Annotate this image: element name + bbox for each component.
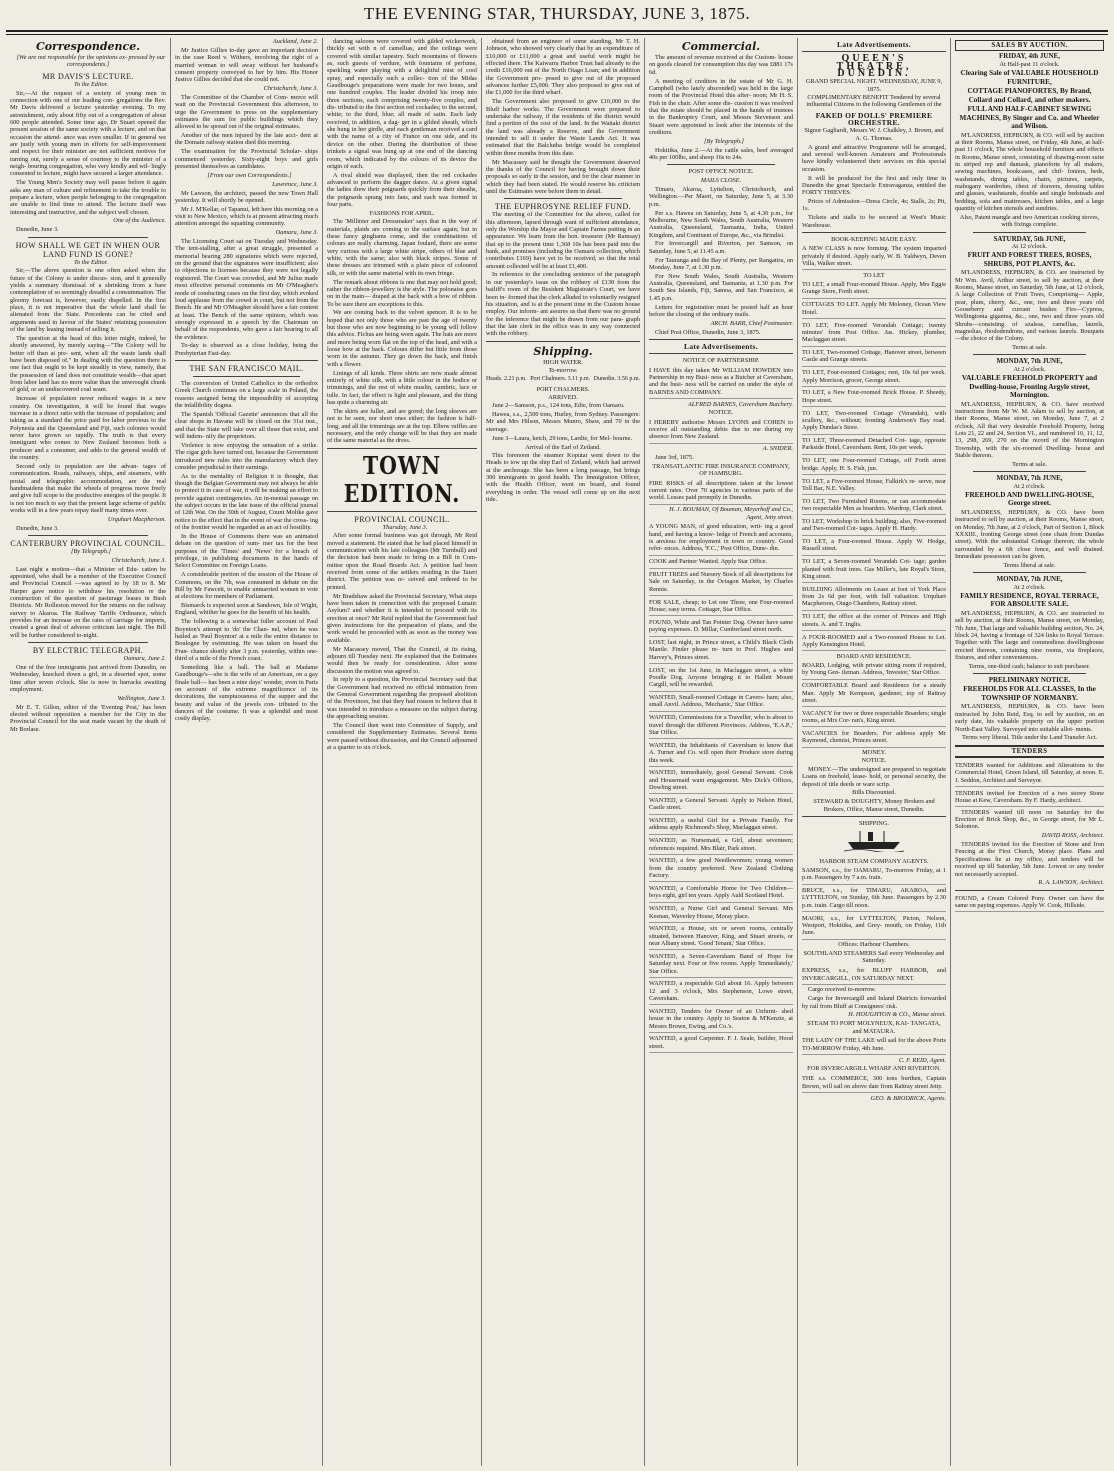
divider (802, 232, 946, 233)
auction-lot: FAMILY RESIDENCE, ROYAL TERRACE, FOR ABSOLUTE SALE. (960, 591, 1099, 609)
ad-title: STEAM TO PORT MOLYNEUX, KAI- TANGATA, and MATAURA. (807, 1020, 941, 1035)
divider (193, 376, 300, 377)
ad-title: NOTICE. (708, 409, 734, 417)
tender-ad: TENDERS invited for Erection of a two storey Stone House at Kew, Caversham. By F. Hardy, architect. (955, 789, 1104, 808)
classified-ad: COMFORTABLE Board and Residence for a steady Man. Apply Mr Kempson, gardener, top of Rattray street. (802, 681, 946, 707)
by-telegraph: [By Telegraph.] (704, 137, 744, 145)
classified-ad: I HAVE this day taken Mr WILLIAM HOWDEN into Partnership in my Busi- ness as a Butcher at Caversham, and the busi- ness will be carried on under the style of BARNES AND COMPANY. (649, 366, 793, 399)
classified-ad: FIRE RISKS of all descriptions taken at the lowest current rates. Over 70 agencies in various parts of the world. Losses paid promptly in Dunedin. (649, 479, 793, 505)
classified-ad: TO LET, a Five-roomed House, Falkirk's re- serve, near Toll Bar, N.E. Valley. (802, 477, 946, 496)
article-paragraph: Hokitika, June 2.—At the cattle sales, beef averaged 40s per 100lbs, and sheep 16s to 24s. (649, 146, 793, 161)
divider (28, 237, 148, 238)
ad-date: June 3rd, 1875. (655, 454, 694, 462)
classified-ad: FOR SALE, cheap; to Let one Three, one Four-roomed House; easy terms. Cottager, Star Office. (649, 598, 793, 617)
divider (802, 816, 946, 817)
tender-ad: TENDERS wanted for Additions and Alterations to the Commercial Hotel, Green Island, till Saturday, at noon. E. J. Seddon, Architect and Surveyor. (955, 761, 1104, 787)
dateline: Wellington, June 3. (117, 694, 166, 702)
article-paragraph: We are coming back to the velvet spencer. It is to be hoped that not only those who are past the age of twenty but those who are now beginning to be young will follow this advice. Fichus are being worn again. The hats are more and more being worn flat on the top of the head, and with a loose bow at the back. Colours differ but little from those worn in the autumn. They go down the back, and finish with a flower. (327, 309, 477, 368)
dateline: Christchurch, June 3. (263, 85, 318, 93)
article-paragraph: Increase of population never reduced wages in a new country. On investigation, it will be found that wages increase in a direct ratio with the increase of population; and taking as a standard the price paid for labor previous to the Polynesia and the Queensland and Fiji, such colonies would never have grown so rapidly. The truth is that every immigrant who comes to New Zealand becomes both a producer and a consumer, and adds to the general wealth of the country. (10, 395, 166, 461)
article-date: Dunedin, June 3. (16, 226, 59, 234)
divider (28, 535, 148, 536)
auction-paragraph: Also, Patent mangle and two American cooking stoves, with fixings complete. (959, 213, 1100, 229)
classified-ad: BOARD, Lodging, with private sitting room if required, by Young Gen- tleman. Address, 'Investor,' Star Office. (802, 661, 946, 680)
divider (28, 642, 148, 643)
classified-ad: WANTED, as Nursemaid, a Girl, about seventeen; references required. Mrs Blair, Park street. (649, 836, 793, 855)
article-paragraph: The examination for the Provincial Scholar- ships commenced yesterday. Sixty-eight boys and girls presented themselves as candidates. (175, 148, 318, 170)
divider (802, 51, 946, 52)
article-title: POST OFFICE NOTICE. (688, 168, 754, 176)
classified-ad: FOUND, a Cream Colored Pony. Owner can have the same on paying expenses. Apply W. Cook, Hillside. (955, 894, 1104, 913)
dateline: Oamaru, June 2. (123, 655, 166, 663)
classified-ad: COTTAGES TO LET. Apply Mr Moloney, Ocean View Hotel. (802, 300, 946, 319)
section-heading-correspondence: Correspondence. (35, 40, 141, 53)
divider (504, 198, 622, 199)
article-paragraph: The Government also proposed to give £10,000 to the Bluff harbor works. The Government were prepared to undertake the railway, if the residents of the district would find a portion of the cost of the land. In the Waitaki district the land was already a Reserve, and the Government intended to sell it under the Waste Lands Act. It was estimated that the Balclutha bridge would be completed within three months from this date. (486, 98, 640, 157)
classified-ad: TO LET, Two Furnished Rooms, or can accommodate two respectable Men as boarders. Wardrop, Clark street. (802, 497, 946, 516)
article-title: Arrival of the Earl of Zetland. (525, 443, 601, 451)
classified-ad: LOST, last night, in Prince street, a Child's Black Cloth Mantle. Finder please re- turn to Prof. Hughes and Harvey's, Princes street. (649, 638, 793, 664)
auction-terms: Terms, one-third cash; balance to suit purchaser. (968, 662, 1091, 670)
ad-signature: H. J. BOUMAN, Of Bouman, Meyerhoff and Co., Agent, Jetty street. (669, 506, 793, 521)
ship-entry: Hawea, s.s., 2,500 tons, Hurley, from Sydney. Passengers: Mr and Mrs Hilson, Messrs Munro, Shaw, and 70 in the steerage. (486, 411, 640, 433)
auction-lot: COTTAGE PIANOFORTES, By Brand, Collard and Collard, and other makers. (967, 87, 1092, 104)
classified-ad: WANTED, a Nurse Girl and General Servant. Mrs Keenan, Waverley House, Moray place. (649, 904, 793, 923)
classified-ad: TO LET, a Four-roomed House. Apply W. Hodge, Russell street. (802, 537, 946, 556)
tender-ad: TENDERS invited for the Erection of Stone and Iron Fencing at the First Church, Moray place. Plans and Specifications lie at my office, and tenders will be received up till Saturday, 5th June. Lowest or any tender not necessarily accepted. (955, 841, 1104, 878)
article-paragraph: The remark about ribbons is one that may not hold good; rather the ribbon-jewellery is the style. The polonaise goes on in the main— draped at the back with a bow of ribbon. To be sure there are exceptions to this. (327, 278, 477, 308)
classified-ad: MAORI, s.s., for LYTTELTON, Picton, Nelson, Westport, Hokitika, and Grey- mouth, on Friday, 11th June. (802, 914, 946, 940)
ad-title: BOOK-KEEPING MADE EASY. (831, 235, 917, 243)
article-paragraph: In reference to the concluding sentence of the paragraph in our yesterday's issue on the robbery of £130 from the bailiff's room of the Resident Magistrate's Court, we have been in- formed that the clerk alluded to voluntarily resigned his situation, and is at the present time in the Custom house employ. Our inform- ant assures us that there was no ground for the inference that might be drawn from our para- graph that the late clerk in the office was in any way connected with the robbery. (486, 271, 640, 338)
auction-terms: Terms at sale. (1012, 460, 1047, 468)
late-ads-heading: Late Advertisements. (684, 342, 758, 352)
offices-line: Offices: Harbour Chambers. (838, 941, 910, 949)
article-title: FASHIONS FOR APRIL. (369, 209, 435, 217)
classified-ad: LOST, on the 1st June, in Maclaggan street, a white Poodle Dog. Anyone bringing it to Hallett Mount Cargill, will be rewarded. (649, 666, 793, 692)
article-paragraph: For New South Wales, South Australia, Western Australia, Queensland, and Tasmania, at 1.30 p.m. For South Sea Islands, Fiji, Samoa, and San Francisco, at 1.45 p.m. (649, 272, 793, 302)
column-7 (951, 38, 1108, 1466)
tide-heads: Heads. 2.21 p.m. (486, 376, 527, 383)
article-paragraph: The meeting of the Committee for the above, called for this afternoon, lapsed through want of sufficient attendance, only the Worship the Mayor and Captain Farme putting in an appearance. We learn from the hon. treasurer (Mr Ramsay) that up to the present time 1,368 10s has been paid into the bank, and promises (including the Oamaru collection, which contributes £169) have yet to be received, so that the total amount collected will be at least £1,400. (486, 211, 640, 270)
article-paragraph: Sir,—The above question is one often asked when the future of the Colony is under discus- sion, and it generally yields a summary dismissal of a shrinking from a bare contemplation of so seemingly dreadful a consummation. The gloomy forecast is, however, easily dispelled. In the first place, it is not imperative that the whole land shall be alienated from the State. Precedents can be cited and arguments used in favour of the States' retaining possession of the land by leasing instead of selling it. (10, 267, 166, 334)
divider (667, 164, 775, 165)
disclaimer: [We are not responsible for the opinions ex- pressed by our correspondents.] (16, 54, 166, 69)
ad-signature: C. F. REID, Agent. (898, 1056, 946, 1064)
article-paragraph: The Committee of the Chamber of Com- merce will wait on the Provincial Government this afternoon, to urge the Government to press on the supplementary estimates the sum for public buildings which they allowed to be spread out of the original estimates. (175, 93, 318, 131)
gala-night: GRAND SPECIAL NIGHT. WEDNESDAY, JUNE 9, 1875. (805, 78, 943, 93)
classified-ad: I HEREBY authorise Messrs LYONS and COHEN to receive all outstanding debts due to me during my absence from New Zealand. (649, 418, 793, 444)
auction-paragraph: M'LANDRESS, HEPBURN, & CO. have been instructed by John Reid, Esq. to sell by auction, on an early date, his valuable property on the upper portion North-East Valley. Surveyed into suitable allot- ments. (955, 703, 1104, 733)
divider (649, 353, 793, 354)
sales-by-auction-heading: SALES BY AUCTION. (955, 40, 1104, 51)
auction-terms: Terms at sale. (1012, 344, 1047, 352)
classified-ad: TO LET, Two-roomed Cottage, Hanover street, between Castle and Grange streets. (802, 348, 946, 367)
article-paragraph: After some formal business was got through, Mr Reid moved a statement. He stated that he had placed himself in communication with his late colleagues (Mr Turnbull) and the decision had been made to bring in a Bill in Com- mittee upon the Road Boards Act. A petition had been received from some of the settlers residing in the Taieri district. The petition was re- ceived and ordered to be printed. (327, 532, 477, 591)
article-title: CANTERBURY PROVINCIAL COUNCIL. (10, 538, 166, 548)
auction-time: At 12 o'clock. (1011, 242, 1048, 250)
article-date: Thursday, June 3. (382, 523, 428, 531)
classified-ad: BRUCE, s.s., for TIMARU, AKAROA, and LYTTELTON, on Sunday, 6th June. Passengers by 2.30 p.m. train. Cargo till noon. (802, 886, 946, 912)
column-2 (171, 38, 323, 1466)
auction-date: MONDAY, 7th JUNE, (996, 575, 1063, 584)
article-title: THE EUPHROSYNE RELIEF FUND. (494, 202, 632, 212)
ad-paragraph: Prices of Admission—Dress Circle, 4s; Stalls, 2s; Pit, 1s. (802, 198, 946, 213)
classified-ad: A NEW CLASS is now forming. The system imparted privately if desired. Apply early, W. B. Yaldwyn, Deven Villa, Walker street. (802, 244, 946, 270)
classified-ad: TO LET, the office at the corner of Princes and High streets. A. and T. Inglis. (802, 612, 946, 631)
tender-ad: TENDERS wanted till noon on Saturday for the Erection of Brick Shop, &c., in George street, for Mr L. Solomon. (955, 808, 1104, 831)
auction-time: At Half-past 11 o'clock. (999, 60, 1060, 68)
article-to: To the Editor. (74, 258, 108, 266)
classified-ad: VACANCY for two or three respectable Boarders; single rooms, at Mrs Cor- ran's, King street. (802, 709, 946, 728)
article-signature: One of the Audience. (113, 217, 166, 225)
article-paragraph: Mr Lawson, the architect, passed the new Town Hall yesterday. It will shortly be opened. (175, 189, 318, 204)
classified-ad: TO LET, a Seven-roomed Verandah Cot- tage; garden planted with fruit trees. Gas Miller's, late Royal's Store, King street. (802, 557, 946, 583)
divider (973, 673, 1086, 674)
ad-signature: A. SNIDER. (762, 445, 793, 453)
article-title: HOW SHALL WE GET IN WHEN OUR LAND FUND IS GONE? (15, 240, 161, 259)
dateline: Christchurch, June 3. (111, 556, 166, 564)
ad-paragraph: Bills Discounted. (852, 789, 896, 797)
classified-ad: EXPRESS, s.s., for BLUFF HARBOR, and INVERCARGILL, ON SATURDAY NEXT. (802, 966, 946, 985)
masthead-rule-thin (6, 34, 1108, 35)
article-paragraph: Mr Bradshaw asked the Provincial Secretary, What steps have been taken in connection with the proposed Lunatic Asylum? and whether it is intended to proceed with its erection at once? Mr Reid replied that the Government had given instructions for the preparation of plans, and the work would be proceeded with as soon as the money was available. (327, 592, 477, 644)
tide-sub: To-morrow. (548, 366, 578, 374)
column-4 (482, 38, 645, 1466)
ad-signature: R. A. LAWSON, Architect. (1038, 879, 1104, 887)
auction-terms: Terms very liberal. Title under the Land Transfer Act. (962, 734, 1097, 742)
article-paragraph: Bismarck is expected soon at Sandown, Isle of Wight, England, whither he goes for the benefit of his health. (175, 602, 318, 617)
divider (973, 572, 1086, 573)
article-title: THE SAN FRANCISCO MAIL. (189, 364, 304, 374)
article-paragraph: Last night a motion—that a Minister of Edu- cation be appointed, who shall be a member of the Executive Council and Provincial Council —was agreed to by 18 to 8. Mr Harper gave notice to withdraw his resolution re the construction of the question of pasturage leases in Bush Districts. Mr Rolleston moved for the returns on the railway survey to Akaroa. The Railway Tariffs Ordinance, which provides for an increase on the rates of carriage for imports, created a great deal of adverse criticism last night. The Bill will be further considered to-night. (10, 565, 166, 639)
classified-ad: WANTED, a General Servant. Apply to Nelson Hotel, Castle street. (649, 796, 793, 815)
classified-ad: FOUND, White and Tan Pointer Dog. Owner have same paying expenses. D. Millar, Cumberland street north. (649, 618, 793, 637)
article-paragraph: The 'Millinier and Dressmaker' says that in the way of materials, plaids are coming to the surface again; but in these fancy ginghams come, and the combinations of colours are really charming. Japan foulard, there are some very curious with a large white stripe, others of blue and white, with the same; also with black stripes. Some of these dresses are trimmed with a plain piece of coloured silk, or with the same material with its own fringe. (327, 218, 477, 277)
article-paragraph: Linings of all kinds. Three shirts are now made almost entirely of white silk, with a little colour in the bodice or trimmings, and the rest of white muslin, cambric, lace or tulle. In fact, the effect is light and pleasant, and the thing has quite a charming air. (327, 369, 477, 406)
article-date: Dunedin, June 3. (16, 524, 59, 532)
article-paragraph: The Spanish 'Official Gazette' announces that all the clear shops in Havana will be closed on the 31st inst., and that the State will take over all those that exist, and will indem- nify the proprietors. (175, 410, 318, 440)
classified-ad: TO LET, Workshop in brick building; also, Five-roomed and Two-roomed Cot- tages. Apply H. Hardy. (802, 517, 946, 536)
ad-signature: H. HOUGHTON & CO., Manse street. (848, 1011, 946, 1019)
orchestre-title: FAKED OF DOLLS' PREMIERE ORCHESTRE. (815, 110, 933, 128)
classified-ad: TO LET, Four-roomed Cottages; rent, 10s 6d per week. Apply Morrison, grocer, George street. (802, 368, 946, 387)
article-paragraph: Violence is now enjoying the sensation of a strike. The cigar girls have turned out, because the Government introduced new rules into the manufactory which they consider prejudicial to their earnings. (175, 441, 318, 471)
article-title: MR DAVIS'S LECTURE. (42, 71, 134, 81)
steamship-icon (802, 830, 946, 854)
harbour-agents: HARBOR STEAM COMPANY AGENTS. (819, 857, 929, 865)
auction-terms: Terms liberal at sale. (1003, 561, 1056, 569)
classified-ad: BUILDING Allotments on Lease at foot of York Place from 2s 6d per foot, with full valuation. Urquhart Macpherson, Otago Chambers, Rattray street. (802, 585, 946, 611)
classified-ad: WANTED, a Comfortable Home for Two Children—boys eight, girl ten years. Apply Auld Scotland Hotel. (649, 884, 793, 903)
auction-paragraph: M'LANDRESS, HEPBURN, & CO. are instructed by Mr Wm. Avril, Arthur street, to sell by auction, at their Rooms, Manse street, on Saturday, 5th June, at 12 o'clock, A large Collection of Fruit Trees, Comprising— Apple, pear, plum, cherry, &c., one, two and three years old Gooseberry and currant bushes Firs—Cypress, Wellingtonia gigantea, &c., one, two and three years old Shrubs—consisting of azaleas, camellias, laurels, magnolias, rhododendrons, and various laurels. Bouquets—the choice of the Colony. (955, 269, 1104, 343)
article-signature: ARCH. BARR, Chief Postmaster. (710, 319, 793, 327)
classified-ad: WANTED, a good Carpenter. F. J. Seale, builder, Hood street. (649, 1034, 793, 1053)
tenders-heading: TENDERS (955, 745, 1104, 758)
classified-ad: A FOUR-ROOMED and a Two-roomed House to Let. Apply Kensington Hotel. (802, 633, 946, 652)
benefit-line: COMPLIMENTARY BENEFIT Tendered by several influential Citizens to the following Gentlemen of the (806, 94, 942, 109)
ad-title: FOR INVERCARGILL WHARF AND RIVERTON. (807, 1065, 941, 1073)
article-paragraph: In the House of Commons there was an animated debate on the question of sum- mer tax for the best purposes of the 'Times' and 'News' for a breach of privilege, in publishing documents in the hands of Select Committee on Foreign Loans. (175, 532, 318, 570)
dateline: Lawrence, June 3. (272, 180, 318, 188)
mails-close: MAILS CLOSE. (700, 176, 742, 184)
section-heading-shipping: Shipping. (533, 344, 593, 358)
ad-signature: STEWARD & DOUGHTY, Money Brokers and Brokers, Office, Manse street, Dunedin. (813, 798, 935, 813)
auction-lot: FREEHOLDS FOR ALL CLASSES, In the TOWNSHIP OF NORMANBY. (963, 685, 1096, 702)
ad-title: TRANSATLANTIC FIRE INSURANCE COMPANY, OF HAMBURG. (652, 463, 790, 478)
auction-paragraph: M'LANDRESS, HEPBURN, & CO. will sell by auction at their Rooms, Manse street, on Friday, 4th June, at half-past 11 o'clock, The whole household furniture and effects in Rooms, Manse street, consisting of drawing-room suite in striped rep and damask, pianoforte by all makers, sewing machines, bookcases, and chif- foniers, beds, washstands, dining tables, chairs, pictures, carpets, mahogany wardrobes, chest of drawers, dressing tables and glasses, washstands, double and single bedsteads and bedding, sofa and mattresses, kitchen tables, and a large quantity of kitchen utensils and sundries. (955, 131, 1104, 212)
article-paragraph: Mr Macassey moved, That the Council, at its rising, adjourn till Tuesday next. He explained that the Estimates would then be ready for consideration. After some discussion the motion was agreed to. (327, 645, 477, 675)
classified-ad: WANTED, a respectable Girl about 16. Apply between 12 and 3 o'clock, Mrs Stephenson, Lowe street, Caversham. (649, 979, 793, 1005)
classified-ad: COOK and Partner Wanted. Apply Star Office. (649, 557, 793, 568)
divider (327, 448, 477, 449)
article-title: BY ELECTRIC TELEGRAPH. (32, 646, 144, 656)
tide-dunedin: Dunedin. 3.56 p.m. (593, 376, 640, 383)
classified-ad: THE LADY OF THE LAKE will sail for the above Ports TO-MORROW Friday, 4th June. (802, 1036, 946, 1055)
article-date: Chief Post Office, Dunedin, June 3, 1875. (655, 328, 761, 336)
column-6 (798, 38, 951, 1466)
article-paragraph: One of the free immigrants just arrived from Dunedin, on Wednesday, knocked down a girl, in a deserted spot, some time after seven o'clock. She is now in barracks awaiting employment. (10, 663, 166, 693)
preliminary-notice: PRELIMINARY NOTICE. (988, 676, 1071, 685)
auction-time: At 2 o'clock. (1013, 482, 1046, 490)
ad-title: NOTICE OF PARTNERSHIP. (682, 357, 760, 365)
notice-heading: NOTICE. (861, 757, 887, 765)
columns (6, 38, 1108, 1466)
section-heading-commercial: Commercial. (681, 40, 761, 53)
auction-time: At 2 o'clock. (1013, 365, 1046, 373)
tide-port: Port Chalmers. 3.11 p.m. (530, 376, 591, 383)
classified-ad: SAMSON, s.s., for OAMARU, To-morrow Friday, at 1 p.m. Passengers by 7 a.m. train. (802, 866, 946, 885)
dateline: Oamaru, June 3. (275, 229, 318, 237)
shipping-heading: SHIPPING. (859, 819, 889, 827)
ad-paragraph: A grand and attractive Programme will be arranged, and several well-known Amateurs and Professionals have kindly volunteered their services on this special occasion. (802, 143, 946, 173)
article-paragraph: Something like a ball. The ball at Madame Gaudbouge's—she is the wife of an American, on a gay finale ball— has been a nine days' wonder, even in Paris on account of the extreme magnificence of its decorations, the sumptuousness of the supper and the beauty and value of the jewels con- tributed to the dancers of the costume. It was a splendid and most costly display. (175, 663, 318, 723)
classified-ad: WANTED, Small-roomed Cottage in Cavers- ham; also, small Anvil. Address, 'Mechanic,' Star Office. (649, 693, 793, 712)
divider (327, 511, 477, 512)
classified-ad: WANTED, a few good Needlewomen; young women from the country preferred. New Zealand Clothing Factory. (649, 856, 793, 882)
port-title: PORT CHALMERS. (536, 385, 590, 393)
article-paragraph: The conversion of United Catholics to the orthodox Greek Church continues on a large scale in Poland, the reasons assigned being the impossibility of accepting the infallibility dogma. (175, 380, 318, 410)
to-let-heading: TO LET (863, 271, 885, 279)
classified-ad: WANTED, a useful Girl for a Private Family. For address apply Richmond's Shop, Maclaggan street. (649, 816, 793, 835)
classified-ad: WANTED, Tenders for Owner of an Unfurni- shed house in the country. Apply to Seaton & M'Kenzie, at Messrs Brown, Ewing, and Co.'s. (649, 1007, 793, 1033)
arrived-label: ARRIVED. (548, 393, 578, 401)
classified-ad: A YOUNG MAN, of good education, writ- ing a good hand, and having a know- ledge of French and accounts, is anxious for employment in town or country. Good refer- ences. Address, 'F.C.,' Post Office, Dune- din. (649, 522, 793, 555)
performer-names: Signor Gagliardi, Messrs W. J. Chalkley, J. Brown, and A. G. Thomas. (804, 127, 944, 142)
tide-table (486, 376, 640, 383)
auction-paragraph: M'LANDRESS, HEPBURN, & CO. have been instructed to sell by auction, at their Rooms, Manse street, on Monday, 7th June, at 2 o'clock, Part of Section 1, Block XXXIII., fronting George street (one chain from Dundas street). With the substantial Cottage thereon; the whole surrounded by a 6ft close fence, and well drained. Immediate possession can be given. (955, 508, 1104, 560)
article-paragraph: In reply to a question, the Provincial Secretary said that the Government had received no official intimation from the General Government regarding the proposed abolition of the Provinces, but that they had reason to believe that it was intended to introduce a measure on the subject during the approaching session. (327, 676, 477, 721)
ad-paragraph: Tickets and stalls to be secured at West's Music Warehouse. (802, 214, 946, 229)
classified-ad: WANTED, immediately, good General Servant. Cook and Housemaid want engagement. Mrs Dick's Offices, Dowling street. (649, 768, 793, 794)
classified-ad: WANTED, the Inhabitants of Caversham to know that A. Turner and Co. will open their Produce store during this week. (649, 741, 793, 767)
article-paragraph: The skirts are fuller, and are gored; the long sleeves are not to be seen, nor short ones either; the fashion is half-long, and all the trimmings are at the top. Elbow ruffles are necessary, and the only change will be that they are made of the same material as the dress. (327, 407, 477, 445)
divider (973, 354, 1086, 355)
auction-paragraph: M'LANDRESS, HEPBURN, & CO. have received instructions from Mr W. M. Adam to sell by auction, at their Rooms, Manse street, on Monday, June 7, at 2 o'clock, All that very desirable Freehold Property, being Lots 21, 22 and 24, Section VI., and numbered 10, 11, 12, 13, 298, 269, 270 on the record of the Mornington Township, with the six-roomed Dwelling- house and Stable thereon. (955, 400, 1104, 460)
auction-date: FRIDAY, 4th JUNE, (999, 52, 1060, 61)
article-paragraph: Mr E. T. Gillon, editor of the 'Evening Post,' has been elected without opposition a member for the City in the Provincial Council for the seat made vacant by the death of Mr Borlase. (10, 703, 166, 733)
article-paragraph: Another of the men injured by the late acci- dent at the Domain railway station died this morning. (175, 132, 318, 147)
ship-entry: June 2—Samson, p.s., 124 tons, Edie, from Oamaru. (492, 402, 625, 410)
classified-ad: FRUIT TREES and Nursery Stock of all descriptions for Sale on Saturday, in the Octagon Market, by Charles Rennie. (649, 570, 793, 596)
article-paragraph: Letters for registration must be posted half an hour before the closing of the ordinary mails. (649, 303, 793, 318)
auction-date: MONDAY, 7th JUNE, (996, 357, 1063, 366)
classified-ad: TO LET, one Four-roomed Cottage, off Forth street bridge. Apply, H. S. Fish, jun. (802, 456, 946, 475)
board-heading: BOARD AND RESIDENCE. (836, 652, 912, 660)
article-paragraph: The Licensing Court sat on Tuesday and Wednesday. The tent-stalling, after a great struggle, presented a memorial bearing 280 signatures which were rejected, on the ground that the signatures were insufficient; also to objections to licenses because they were not legally registered. The Court was crowded, and Mr Julius made most effective personal comments on Mr O'Meagher's mode of conducting cases on the first day, which evoked loud applause from the crowd in court, but not from the Bench. He and Mr O'Meagher should have a fair content at least. The Bench of the same opinion, which was strongly expressed in a speech by the Chairman on behalf of the respondents, who gave a fair hearing to all the evidence. (175, 238, 318, 341)
auction-lot: FRUIT AND FOREST TREES, ROSES, SHRUBS, POT PLANTS, &c. (967, 251, 1092, 268)
article-sub: [By Telegraph.] (71, 547, 111, 555)
column-1 (6, 38, 171, 1466)
late-ads-heading: Late Advertisements. (837, 40, 911, 49)
article-to: To the Editor. (74, 80, 108, 88)
tide-title: HIGH WATER. (543, 358, 583, 366)
auction-date: SATURDAY, 5th JUNE, (993, 234, 1066, 243)
auction-date: MONDAY, 7th JUNE, (996, 474, 1063, 483)
article-paragraph: A meeting of creditors in the estate of Mr G. H. Campbell (who lately absconded) was held in the large room of the Provincial Hotel this after- noon; Mr H. S. Fish in the chair. After some dis- cussion it was resolved that the estate should be placed in the hands of trustees in the Bankruptcy Court, and Messrs Stevenson and Stuart were appointed to look after the interests of the creditors. (649, 77, 793, 136)
article-paragraph: For Tauranga and the Bay of Plenty, per Rangatira, on Monday, June 7, at 1.30 p.m. (649, 256, 793, 271)
classified-ad: TO LET, Five-roomed Verandah Cottage; twenty minutes' from Post Office. Jas. Hickey, plumber, Maclaggan street. (802, 321, 946, 347)
ad-signature: DAVID ROSS, Architect. (1041, 832, 1104, 840)
article-paragraph: To-day is observed as a close holiday, being the Presbyterian Fast-day. (175, 342, 318, 357)
article-paragraph: The question at the head of this letter might, indeed, be shortly answered, by merely saying—"The Colony will be better off than at pre- sent, when all the waste lands shall have been disposed of." In dealing with the question there is one fact that ought to be kept steadily in view, namely, that the possession of land does not constitute wealth—that apart from labor land has no more value than the unwrought chunk of gold, or an undiscovered coal seam. (10, 335, 166, 394)
classified-ad: TO LET, Two-roomed Cottage (Verandah), with scullery, &c., without; fronting Anderson's Bay road. Apply Dundas's Store. (802, 409, 946, 435)
article-paragraph: dancing saloons were covered with gilded wickerwork, thickly set with n of camellias, and the ceilings were covered with similar tapestry. Such mountains of flowers as, such guests of verdure, with fountains of perfume, sparkling water playing with a delightful mist of cool spray, and especially such a collec- tion of the Midas Gaudbouge's preparations were made for two hours, and one hundred couples. The leader divided his troop into three sections, each comprising twenty-five couples, and dis- tributed to the first section red cockades; to the second, white; to the third, blue; all made of satin. Each lady received, in addition, a dag- ger in a gilded sheath, which she hung in her girdle, and each gentleman received a card with the name of a city of France on one side, and its device on the other. During the distribution of these trinkets a signal was hung up at one end of the dancing room, which indicated by the colours of its device the origin of each. (327, 38, 477, 170)
ad-signature: GEO. & BRODRICK, Agents. (870, 1094, 946, 1102)
classified-ad: TO LET, a New Four-roomed Brick House. P. Sheedy, Hope street. (802, 388, 946, 407)
classified-ad: WANTED, Commissions for a Traveller, who is about to travel through the different Provinces. Address, 'E.A.P.,' Star Office. (649, 713, 793, 739)
classified-ad: WANTED, a Seven-Caversham Band of Hope for Saturday next. Four or five rooms. Apply 'Immediately,' Star Office. (649, 952, 793, 978)
article-paragraph: obtained from an engineer of some standing, Mr T. H. Johnson, who showed very clearly that by an expenditure of £10,000 or £11,000 a great and useful work might be effected there. The Kaiwarra Harbor Trust had already to the credit £16,000 out of the North Otago Loan; and in addition the Government pro- posed to give out of the proposed advances further £5,000. They also proposed to give out of the £1,000 for the third wharf. (486, 38, 640, 97)
divider (175, 360, 318, 361)
ad-paragraph: Cargo received to-morrow. (808, 986, 876, 994)
correspondents-note: [From our own Correspondents.] (207, 171, 292, 179)
article-paragraph: Sir,—At the request of a society of young men in connection with one of our leading con- gregations the Rev. Mr Davis delivered a lecture yesterday evening. To my astonishment, only about fifty out of a congregation of about 600 people attended. Some time ago, Dr Stuart opened the present session of the same society with a lecture, and on that occasion the attend- ance was even smaller. If in general we are justly with young men in efforts for self-improvement and respect for their minister are not sufficient motives for turning out, surely a sense of courtesy to the minister of a neigh- bouring congregation, who very kindly and wil- lingly consented to lecture, might have secured a larger attendance. (10, 89, 166, 178)
auction-lot: Clearing Sale of VALUABLE HOUSEHOLD FURNITURE, (960, 69, 1099, 86)
classified-ad: VACANCIES for Boarders. For address apply Mr Raymond, chemist, Princes street. (802, 729, 946, 748)
article-paragraph: Timaru, Akaroa, Lyttelton, Christchurch, and Wellington.—Per Maori, on Saturday, June 5, at 3.30 p.m. (649, 186, 793, 208)
article-paragraph: This forenoon the steamer Koputai went down to the Heads to tow up the ship Earl of Zetland, which had arrived at the anchorage. She has been a long passage, but brings 300 immigrants in good health. The Immigration Officer, with the Health Officer, went on board, and found everything in order. The vessel will come up on the next tide. (486, 451, 640, 503)
theatre-title: QUEEN'S THEATRE, DUNEDIN. (836, 53, 912, 80)
dateline: Auckland, June 2. (272, 38, 318, 45)
article-paragraph: The Council then went into Committee of Supply, and considered the Supplementary Estimates. Several items were passed without discussion, and the Council adjourned at a quarter to six o'clock. (327, 722, 477, 752)
article-paragraph: Mr Macassey said he thought the Government deserved the thanks of the Council for having brought down their proposals so early in the session, and for the clear manner in which they had been stated. He would reserve his criticism until the Estimates were before them in detail. (486, 158, 640, 195)
auction-lot: FULL AND HALF-CABINET SEWING MACHINES, By Singer and Co. and Wheeler and Wilson. (959, 105, 1100, 131)
column-5 (645, 38, 798, 1466)
article-title: PROVINCIAL COUNCIL. (354, 514, 450, 524)
masthead-rule (6, 30, 1108, 32)
auction-lot: FREEHOLD AND DWELLING-HOUSE, George street. (965, 490, 1094, 508)
divider (973, 471, 1086, 472)
town-edition-banner: TOWN EDITION. (343, 450, 461, 508)
classified-ad: TO LET, a small Four-roomed House. Apply, Mrs Eggie Grange Store, Forth street. (802, 280, 946, 299)
divider (649, 339, 793, 340)
ad-paragraph: It will be produced for the first and only time in Dunedin the great Spectacle Extravaganza, entitled the FORTY THIEVES. (802, 174, 946, 197)
ship-entry: June 3—Laura, ketch, 29 tons, Lardie, for Mel- bourne. (492, 434, 633, 442)
article-paragraph: Mr J. M'Kellar, of Tapanui, left here this morning on a visit to New Mexico, which is at present attracting much attention amongst the squatting community. (175, 205, 318, 228)
article-paragraph: Mr Justice Gillies to-day gave an important decision in the case Reed v. Withers, involving the right of a married woman to will away without her husband's consent property conveyed to her by him. His Honor Justice Gillies decided that she could not. (175, 46, 318, 84)
auction-lot: VALUABLE FREEHOLD PROPERTY and Dwelling-house, Fronting Argyle street, Mornington. (961, 374, 1098, 400)
divider (955, 890, 1104, 891)
article-paragraph: The Young Men's Society may well pause before it again asks any man of culture and refinement to take the trouble to prepare a lecture, when people belonging to the congregation are unable to find time to attend. The lecture itself was interesting and instructive, and the subject well chosen. (10, 179, 166, 216)
classified-ad: THE s.s. COMMERCE, 300 tons burthen, Captain Brown, will sail on above date from Rattray street Jetty. (802, 1074, 946, 1093)
article-paragraph: As to the mentality of Religion it is thought, that though the Belgian Government may not always be able to protect it in case of war, it will be making an effort to provide against contingencies. An in-mental passage on the subject occurs in the late issue of the official journal of 12th Wat. On the 30th of August, Count Moltke gave notice to the effect that in the event of war the cross- ing of the frontier would be regarded as an act of hostility. (175, 472, 318, 532)
money-heading: MONEY. (862, 749, 886, 757)
ad-paragraph: Cargo for Invercargill and Inland Districts forwarded by rail from Bluff at Consignees' risk. (802, 995, 946, 1010)
article-paragraph: Second only to population are the advan- tages of communication. Roads, railways, ships, and steamers, with postal and telegraphic accommodation, are the real handmaidens that make the wheels of progress move freely and give full scope to the productive energies of the people. It is not too much to say that the present large scheme of public works will in a few years repay itself many times over. (10, 462, 166, 514)
ad-paragraph: MONEY.—The undersigned are prepared to negotiate Loans on freehold, lease- hold, or personal security, the deposit of title deeds or ware scrip. (802, 765, 946, 788)
article-paragraph: Per s.s. Hawea on Saturday, June 5, at 4.30 p.m., for Melbourne, New South Wales, South Australia, Western Australia, Queensland, Tasmania, India, United Kingdom, and Continent of Europe, &c., via Brindisi. (649, 209, 793, 239)
article-paragraph: A considerable portion of the session of the House of Commons, on the 7th, was consumed in debate on the Bill by Mr Fawcett, to enable unmarried women to vote at elections for members of Parliament. (175, 571, 318, 601)
classified-ad: TO LET, Three-roomed Detached Cot- tage, opposite Parkside Hotel, Caversham. Rent, 10s per week. (802, 436, 946, 455)
divider (486, 341, 640, 342)
ad-signature: ALFRED BARNES, Caversham Butchery. (687, 400, 793, 408)
article-paragraph: A rival shield was displayed, then the red cockades advanced to perform the dagger dance. At a given signal the ladies drew their poignards quickly from their sheaths, the poignards sprang into fans, and each was formed in four parts. (327, 171, 477, 209)
southland-line: SOUTHLAND STEAMERS Sail every Wednesday and Saturday. (803, 950, 945, 965)
masthead: THE EVENING STAR, THURSDAY, JUNE 3, 1875. (363, 4, 751, 23)
article-paragraph: The amount of revenue received at the Custom- house on goods cleared for consumption this day was £881 17s 6d. (649, 54, 793, 76)
classified-ad: WANTED, a House, six or seven rooms, centrally situated, between Hanover, King, and Stuart streets, or near Albany street. 'Good Tenant,' Star Office. (649, 924, 793, 950)
article-signature: Urquhart Macpherson. (107, 515, 166, 523)
auction-time: At 2 o'clock. (1013, 583, 1046, 591)
column-3 (323, 38, 482, 1466)
article-paragraph: For Invercargill and Riverton, per Samson, on Saturday, June 5, at 11.45 a.m. (649, 240, 793, 255)
auction-paragraph: M'LANDRESS, HEPBURN, & CO. are instructed to sell by auction, at their Rooms, Manse street, on Monday, 7th June, That large and valuable building section, No. 24, block 24, having a frontage of 324 links to Royal Terrace. Together with The large and commodious dwellinghouse erected thereon, containing nine rooms, via fireplaces, fixtures, and other conveniences. (955, 609, 1104, 661)
article-paragraph: The following is a somewhat fuller account of Paul Boynton's attempt to 'do' the Chan- nel, when he was hailed as 'Paul Boynton' at a mile the entire distance to Boulogne by swimming. He was taken on board the Fran- chance shortly after 3 p.m. yesterday, within one-third of a mile of the French coast. (175, 618, 318, 662)
divider (973, 232, 1086, 233)
